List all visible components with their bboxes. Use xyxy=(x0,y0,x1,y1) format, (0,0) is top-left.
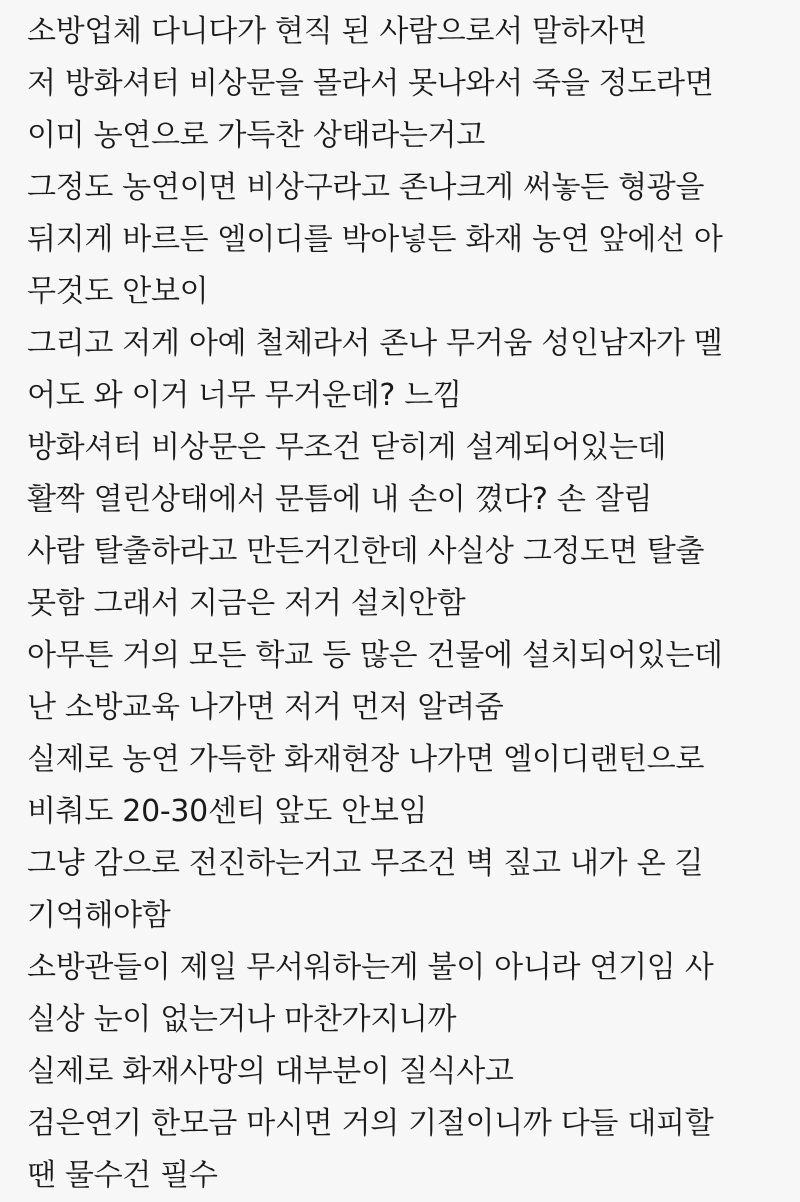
post-line: 실상 눈이 없는거나 마찬가지니까 xyxy=(27,1002,457,1037)
post-line: 사람 탈출하라고 만든거긴한데 사실상 그정도면 탈출 xyxy=(27,534,705,569)
post-line: 활짝 열린상태에서 문틈에 내 손이 꼈다? 손 잘림 xyxy=(27,482,653,517)
post-line: 그정도 농연이면 비상구라고 존나크게 써놓든 형광을 xyxy=(27,170,705,205)
post-line: 검은연기 한모금 마시면 거의 기절이니까 다들 대피할 xyxy=(27,1106,714,1141)
post-line: 못함 그래서 지금은 저거 설치안함 xyxy=(27,586,466,621)
post-line: 난 소방교육 나가면 저거 먼저 알려줌 xyxy=(27,690,504,725)
post-line: 소방업체 다니다가 현직 된 사람으로서 말하자면 xyxy=(27,14,647,49)
post-line: 실제로 화재사망의 대부분이 질식사고 xyxy=(27,1054,514,1089)
post-line: 땐 물수건 필수 xyxy=(27,1158,218,1193)
post-line: 저 방화셔터 비상문을 몰라서 못나와서 죽을 정도라면 xyxy=(27,66,714,101)
post-line: 아무튼 거의 모든 학교 등 많은 건물에 설치되어있는데 xyxy=(27,638,723,673)
post-line: 이미 농연으로 가득찬 상태라는거고 xyxy=(27,118,485,153)
post-line: 무것도 안보이 xyxy=(27,274,209,309)
post-body xyxy=(27,0,797,1202)
post-line: 실제로 농연 가득한 화재현장 나가면 엘이디랜턴으로 xyxy=(27,742,705,777)
post-line: 그리고 저게 아예 철체라서 존나 무거움 성인남자가 멜 xyxy=(27,326,723,361)
post-line: 방화셔터 비상문은 무조건 닫히게 설계되어있는데 xyxy=(27,430,667,465)
post-line: 그냥 감으로 전진하는거고 무조건 벽 짚고 내가 온 길 xyxy=(27,846,704,881)
post-line: 뒤지게 바르든 엘이디를 박아넣든 화재 농연 앞에선 아 xyxy=(27,222,723,257)
post-line: 어도 와 이거 너무 무거운데? 느낌 xyxy=(27,378,462,413)
post-line: 기억해야함 xyxy=(27,898,171,933)
post-line: 비춰도 20-30센티 앞도 안보임 xyxy=(27,794,428,829)
post-line: 소방관들이 제일 무서워하는게 불이 아니라 연기임 사 xyxy=(27,950,714,985)
